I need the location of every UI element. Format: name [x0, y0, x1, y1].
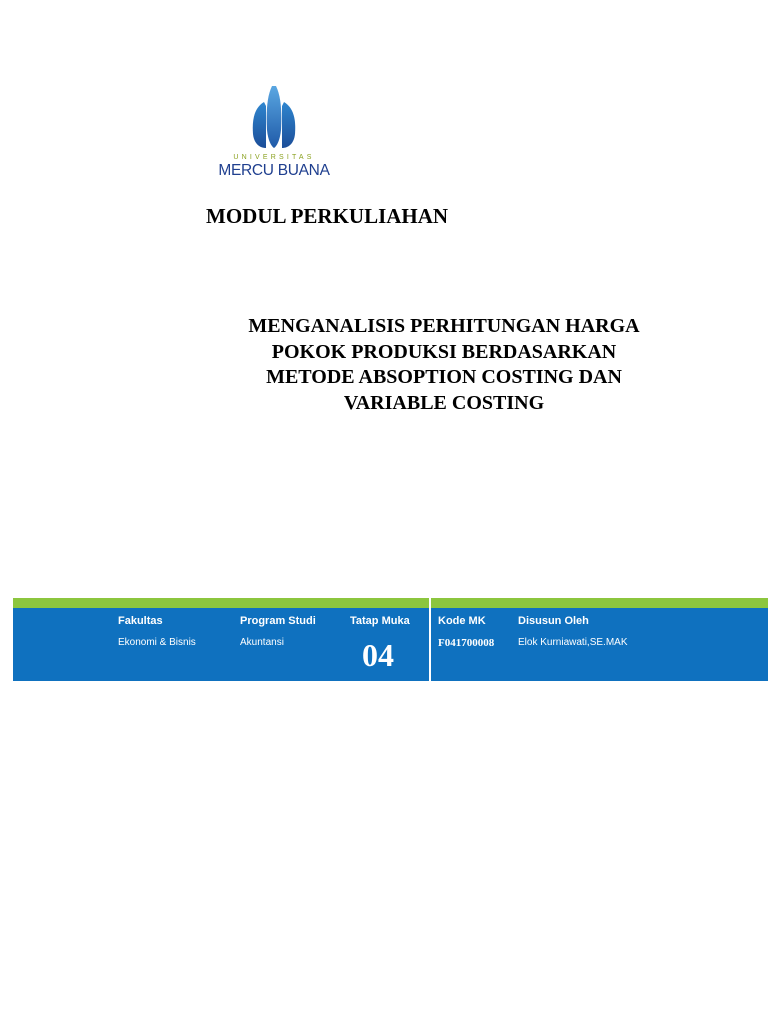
- program-studi-label: Program Studi: [240, 615, 316, 627]
- kode-mk-value: F041700008: [438, 637, 495, 649]
- logo-universitas-text: UNIVERSITAS: [233, 154, 315, 161]
- course-info-band: [13, 598, 768, 681]
- kode-mk-label: Kode MK: [438, 615, 486, 627]
- module-heading: MODUL PERKULIAHAN: [206, 204, 449, 228]
- green-stripe: [13, 598, 768, 608]
- document-title: [200, 314, 688, 416]
- title-line-1: MENGANALISIS PERHITUNGAN HARGA: [248, 315, 640, 337]
- mercu-buana-emblem-icon: [206, 78, 342, 154]
- university-logo: [206, 78, 342, 184]
- disusun-oleh-value: Elok Kurniawati,SE.MAK: [518, 637, 628, 648]
- title-line-2: POKOK PRODUKSI BERDASARKAN: [271, 340, 617, 363]
- fakultas-label: Fakultas: [118, 615, 163, 627]
- disusun-oleh-label: Disusun Oleh: [518, 615, 589, 627]
- title-line-4: VARIABLE COSTING: [343, 391, 545, 414]
- title-line-3: METODE ABSOPTION COSTING DAN: [266, 366, 622, 388]
- band-divider: [429, 598, 431, 681]
- tatap-muka-label: Tatap Muka: [350, 615, 410, 627]
- program-studi-value: Akuntansi: [240, 637, 284, 648]
- logo-university-name: MERCU BUANA: [218, 162, 330, 179]
- fakultas-value: Ekonomi & Bisnis: [118, 637, 196, 648]
- tatap-muka-value: 04: [362, 637, 394, 673]
